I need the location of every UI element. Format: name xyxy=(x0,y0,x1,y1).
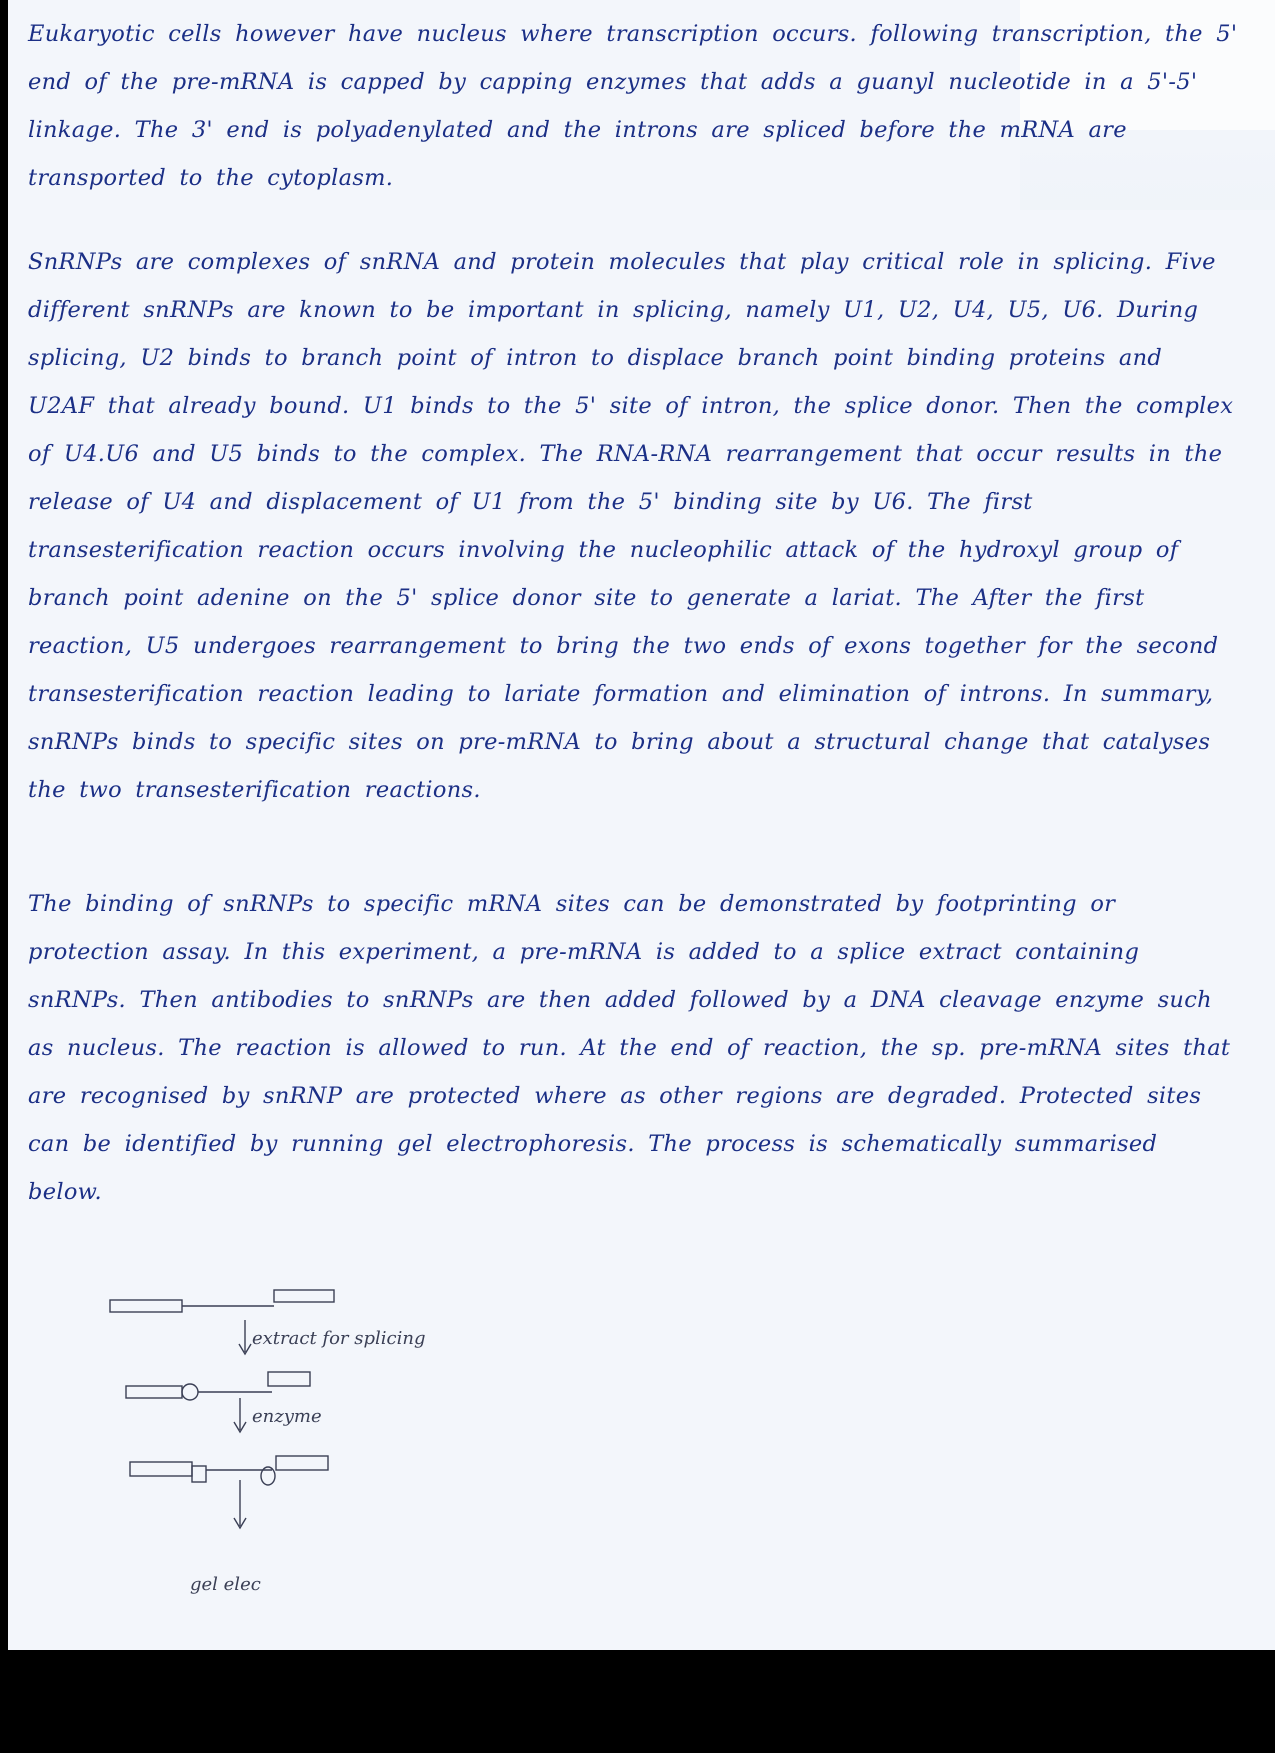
label-gel-elec: gel elec xyxy=(190,1574,261,1595)
label-enzyme: enzyme xyxy=(252,1406,322,1427)
snrnp-bound-2 xyxy=(192,1466,206,1482)
exon-right-3 xyxy=(276,1456,328,1470)
scan-bottom-border xyxy=(0,1650,1275,1753)
paragraph-footprinting: The binding of snRNPs to specific mRNA sites can be demonstrated by footprinting or protection assay. In this experiment, a pre-mRNA is added to a splice extract containing snRNPs. Then antibodies to snRNPs are then added followed by a DNA cleavage enzyme such as nucleus. The reaction is allowed to run. At the end of reaction, the sp. pre-mRNA sites that are recognised by snRNP are protected where as other regions are degraded. Protected sites can be identified by running gel electrophoresis. The process is schematically summarised below. xyxy=(28,891,1231,1205)
exon-left-1 xyxy=(110,1300,182,1312)
exon-left-2 xyxy=(126,1386,182,1398)
snrnp-bound-1 xyxy=(182,1384,198,1400)
paragraph-transcription: Eukaryotic cells however have nucleus where transcription occurs. following transcription, the 5' end of the pre-mRNA is capped by capping enzymes that adds a guanyl nucleotide in a 5'-5' linkage. The 3' end is polyadenylated and the introns are spliced before the mRNA are transported to the cytoplasm. xyxy=(28,21,1238,191)
exon-right-2 xyxy=(268,1372,310,1386)
splicing-schematic xyxy=(100,1280,426,1600)
label-extract-for-splicing: extract for splicing xyxy=(252,1328,426,1349)
paragraph-snrnps: SnRNPs are complexes of snRNA and protein molecules that play critical role in splicing. Five different snRNPs are known to be important in splicing, namely U1, U2, U4, U5, U6. During splicing, U2 binds to branch point of intron to displace branch point binding proteins and U2AF that already bound. U1 binds to the 5' site of intron, the splice donor. Then the complex of U4.U6 and U5 binds to the complex. The RNA-RNA rearrangement that occur results in the release of U4 and displacement of U1 from the 5' binding site by U6. The first transesterification reaction occurs involving the nucleophilic attack of the hydroxyl group of branch point adenine on the 5' splice donor site to generate a lariat. The After the first reaction, U5 undergoes rearrangement to bring the two ends of exons together for the second transesterification reaction leading to lariate formation and elimination of introns. In summary, snRNPs binds to specific sites on pre-mRNA to bring about a structural change that catalyses the two transesterification reactions. xyxy=(28,249,1234,803)
exon-left-3 xyxy=(130,1462,192,1476)
exon-right-1 xyxy=(274,1290,334,1302)
